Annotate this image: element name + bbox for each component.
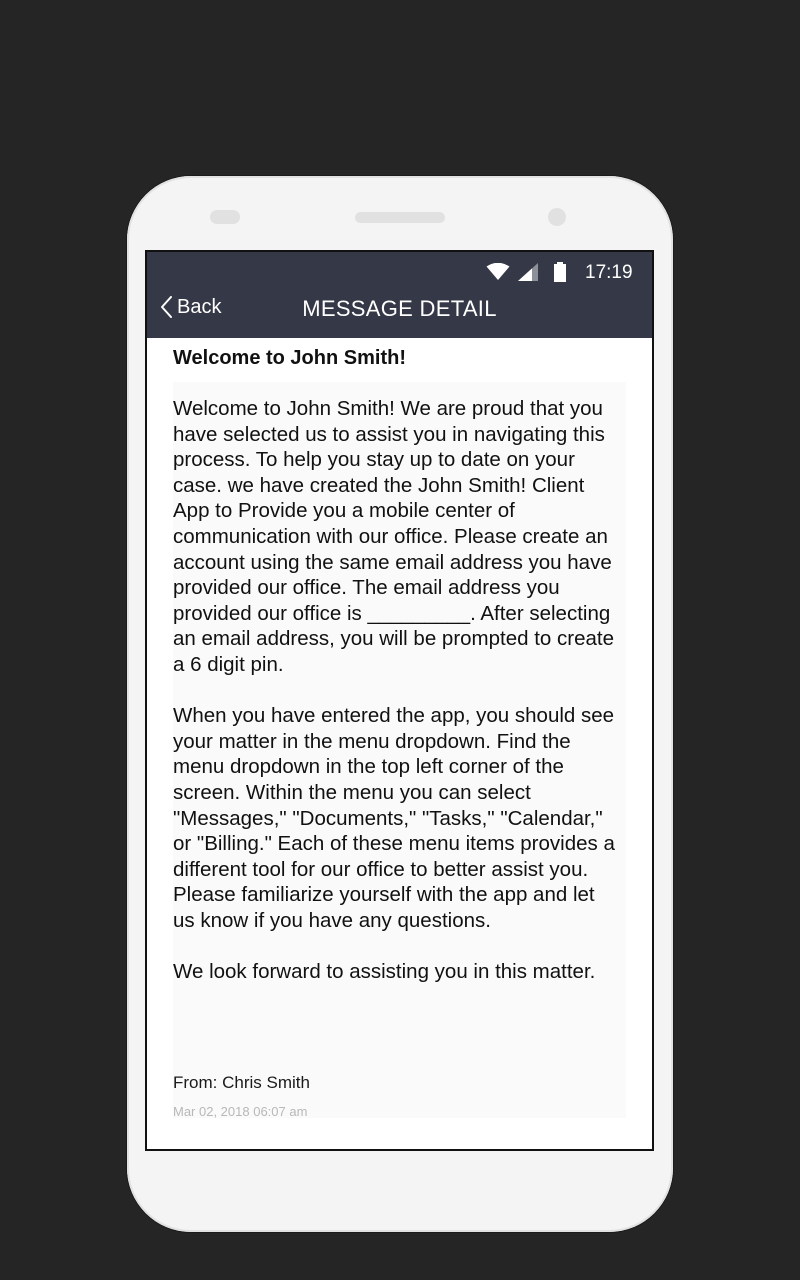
proximity-sensor: [210, 210, 240, 224]
earpiece-speaker: [355, 212, 445, 223]
battery-icon: [554, 262, 566, 282]
status-time: 17:19: [585, 262, 633, 283]
message-paragraph: Welcome to John Smith! We are proud that you have selected us to assist you in navigating this process. To help you stay up to date on your case. we have created the John Smith! Client App to Provide you a mobile center of communication with our office. Please create an account using the same email address you have provided our office. The email address you provided our office is _________. After selecting an email address, you will be prompted to create a 6 digit pin.: [173, 397, 614, 676]
front-camera: [548, 208, 566, 226]
status-bar: [452, 252, 652, 292]
message-timestamp: Mar 02, 2018 06:07 am: [173, 1104, 308, 1119]
wifi-icon: [486, 263, 510, 281]
cell-signal-icon: [518, 263, 538, 281]
app-header: [147, 252, 652, 338]
app-screen: [145, 250, 654, 1151]
message-body: [173, 396, 618, 985]
back-label: Back: [177, 296, 222, 318]
message-card: [173, 382, 626, 1118]
message-paragraph: We look forward to assisting you in this matter.: [173, 960, 596, 984]
message-subject: Welcome to John Smith!: [173, 347, 406, 369]
page-title: MESSAGE DETAIL: [302, 296, 497, 321]
message-detail: [147, 338, 652, 1149]
message-paragraph: When you have entered the app, you should see your matter in the menu dropdown. Find the menu dropdown in the top left corner of the screen. Within the menu you can select "Messages," "Documents," "Tasks," "Calendar," or "Billing." Each of these menu items provides a different tool for our office to better assist you. Please familiarize yourself with the app and let us know if you have any questions.: [173, 704, 615, 932]
message-sender: From: Chris Smith: [173, 1073, 310, 1092]
